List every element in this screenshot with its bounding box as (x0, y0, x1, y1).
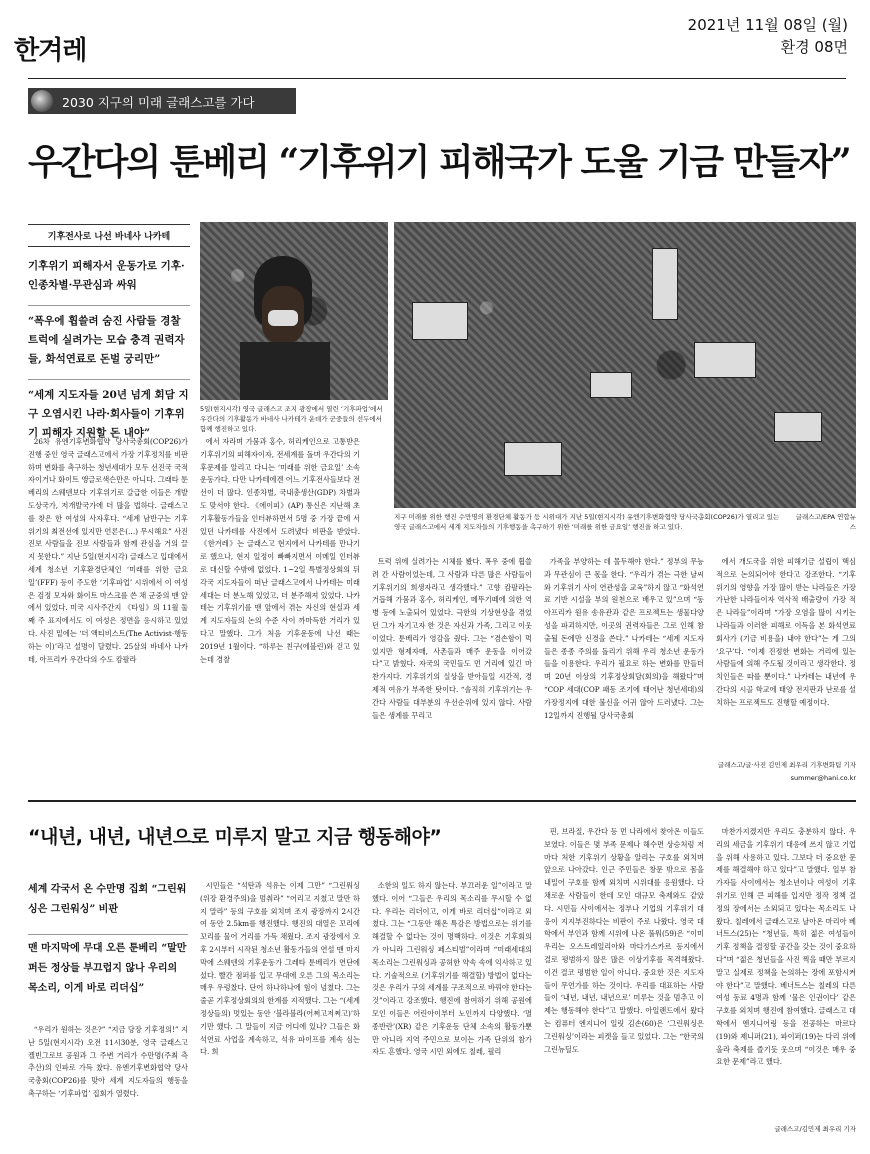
sidebar2-subhead-1: 세계 각국서 온 수만명 집회 “그린워싱은 그린워싱” 비판 (28, 884, 187, 915)
photo2-caption: 지구 미래를 위한 행진 수만명의 환경단체 활동가 등 시위대가 지난 5일(현지시각) 유엔기후변화협약 당사국총회(COP26)가 열리고 있는 영국 글래스고에서 세계 지도자들의 기후행동을 촉구하기 위한 ‘미래를 위한 금요일’ 행진을 하고 있다. (394, 513, 780, 531)
sidebar2-subhead-2: 맨 마지막에 무대 오른 툰베리 “말만 퍼든 정상들 부끄럽지 않나 우리의 목소리, 이게 바로 리더십” (28, 934, 188, 999)
issue-date: 2021년 11월 08일 (월) (687, 16, 848, 34)
subhead-3: “세계 지도자들 20년 넘게 회담 지구 오염시킨 나라·회사들이 기후위기 피해자 지원할 돈 내야” (28, 379, 190, 443)
article1-email: summer@hani.co.kr (790, 774, 856, 782)
article2-byline: 글래스고/김민제 최우리 기자 (774, 1125, 856, 1133)
article1-col5: 에서 개도국을 위한 피해기금 설립이 핵심적으로 논의되어야 한다고 강조한다. “기후위기의 영향을 가장 많이 받는 나라들은 가장 가난한 나라들이자 역사적 배출량이 가장 적은 나라들”이라며 “가장 오염을 많이 시키는 나라들과 이러한 피해로 이득을 본 화석연료 회사가 (기금 비용을) 내야 한다”는 게 그의 ‘요구’다. “이제 진정한 변화는 거리에 있는 사람들에 의해 주도될 것이라고 생각한다. 정치인들은 따를 뿐이다.” 나카테는 내년에 우간다의 시골 학교에 태양 전지판과 난로를 설치하는 프로젝트도 진행할 예정이다. (716, 557, 856, 707)
photo2-credit: 글래스고/EPA 연합뉴스 (795, 513, 856, 531)
article1-col1: 26차 유엔기후변화협약 당사국총회(COP26)가 진행 중인 영국 글래스고에서 가장 기후정치를 비판하며 변화를 촉구하는 청년세대가 모두 선진국 국적자이거나 화이트 앵글로색슨만은 아니다. 그래타 툰베리의 스웨덴보다 기후위기로 갈급한 이들은 개발도상국가, 저개발국가에 더 많을 법하다. 글래스고를 찾은 한 여성의 사자후다. “세계 남반구는 기후위기의 최전선에 있지만 언론은(…) 무시해요” 사진 진보 사람들을 진보 사람들과 함께 관심을 거의 끌지 못한다.” 지난 5일(현지시각) 글래스고 입대에서 세계 청소년 기후환경단체인 ‘미래를 위한 금요일’(FFF) 등이 주도한 ‘기후파업’ 시위에서 이 여성은 검정 모자와 화이트 마스크를 쓴 채 군중의 맨 앞에서 있었다. 미국 시사주간지 《타임》의 11월 둘째 주 표지에서도 이 여성은 정면을 응시하고 있었다. 사진 밑에는 ‘더 액티비스트(The Activist·행동하는 이)’라고 설명이 달렸다. 25살의 바네사 나카테, 아프리카 우간다의 수도 캄팔라 (28, 437, 188, 664)
article2-col2: 시민들은 “석탄과 석유는 이제 그만” “그린워싱(위장 환경주의)을 멈춰라” “어리고 지쳤고 말만 하지 말라” 등의 구호를 외치며 조지 광장까지 2시간여 동안 2.5km를 행진했다. 행진의 대열은 꼬리에 꼬리를 물어 거리를 가득 채웠다. 조지 광장에서 오후 2시부터 시작된 청소년 활동가들의 연설 맨 마지막에 스웨덴의 기후운동가 그레타 툰베리가 연단에 섰다. 빨간 점퍼를 입고 무대에 오른 그의 목소리는 매우 우렁찼다. 단어 하나하나에 힘이 넘쳤다. 그는 줄곧 기후정상회의의 한계를 지적했다. 그는 “(세계 정상들의) 멋있는 동안 ‘블라블라(어쩌고저쩌고)’하기만 했다. 그 말들이 지금 어디에 있나? 그들은 화석연료 사업을 계속하고, 석유 파이프를 계속 심는다. 희 (200, 881, 360, 1057)
subhead-2: “폭우에 휩쓸려 숨진 사람들 경찰 트럭에 실려가는 모습 충격 권력자들, 화석연료로 돈벌 궁리만” (28, 305, 190, 369)
section-page: 환경 08면 (780, 38, 848, 56)
masthead-rule (28, 78, 846, 79)
globe-icon (31, 90, 53, 112)
sidebar-subheads (28, 224, 190, 443)
headline-2: “내년, 내년, 내년으로 미루지 말고 지금 행동해야” (28, 826, 442, 848)
kicker: 기후전사로 나선 바네사 나카테 (28, 224, 190, 247)
series-banner (28, 88, 296, 114)
article1-col2: 에서 자라며 가뭄과 홍수, 허리케인으로 고통받은 기후위기의 피해자이자, 전세계를 돌며 우간다의 기후문제를 알리고 다니는 ‘미래를 위한 금요일’ 소속 운동가다. 다만 나카테에겐 어느 기후전사들보다 전선이 더 많다. 인종차별, 국내총생산(GDP) 차별과도 맞서야 한다. 《에이피》(AP) 통신은 지난해 초 기후활동가들을 인터뷰하면서 5명 중 가장 끝에 서 있던 나카테를 사진에서 도려냈다 비판을 받았다. 《한겨레》는 글래스고 현지에서 나카테를 만나기로 했으나, 현지 일정이 빠빠지면서 이메일 인터뷰로 대신할 수밖에 없었다. 1~2일 특별정상회의 뒤 각국 지도자들이 떠난 글래스고에서 나카테는 미래세대는 더 분노해 있었고, 더 분주해져 있었다. 나카테는 기후위기를 맨 앞에서 겪는 자신의 현실과 세계 지도자들의 논의 수준 사이 까마득한 거리가 있다고 말했다. 그가 처음 기후운동에 나선 때는 2019년 1월이다. “하루는 친구(에블린)와 걷고 있는데 경찰 (200, 437, 360, 664)
article2-col5: 마찬가지겠지만 우리도 충분하지 않다. 우리의 세금을 기후위기 대응에 쓰지 않고 기업을 위해 사용하고 있다. 그보다 더 중요한 문제를 해결해야 하고 있다”고 말했다. 일부 참가자들 사이에서는 청소년이나 여성이 기후위기로 인해 큰 피해를 입지만 정작 정책 결정의 장에서는 소외되고 있다는 목소리도 나왔다. 칠레에서 글래스고로 날아온 마리아 베너트스(25)는 “청년들, 특히 젊은 여성들이 기후 정책을 결정할 공간을 갖는 것이 중요하다”며 “젊은 청년들을 사진 찍을 때만 부르지 말고 실제로 정책을 논의하는 장에 포함시켜야 한다”고 말했다. 베너트스는 칠레의 다른 여성 동료 4명과 함께 ‘물은 인권이다’ 같은 구호를 외치며 행진에 참여했다. 글래스고 대학에서 엔지니어링 등을 전공하는 마르다(19)와 제니퍼(21), 파이퍼(19)는 다리 위에 올라 축제를 즐기듯 웃으며 “이것은 매우 중요한 문제”라고 했다. (716, 827, 856, 1067)
article2-col3: 소한의 일도 하지 않는다. 부끄러운 일”이라고 말했다. 이어 “그들은 우리의 목소리를 무시할 수 없다. 우리는 리더이고, 이게 바로 리더십”이라고 외쳤다. 그는 “그동안 해온 특감은 방법으로는 위기를 해결할 수 없다는 것이 명백하다. 이것은 기후회의가 아니라 그린워싱 페스티벌”이라며 “미래세대의 목소리는 그린워싱과 공허한 약속 속에 익사하고 있다. 기술적으로 (기후위기를 해결할) 방법이 없다는 것은 우리가 구의 세계를 구조적으로 바꿔야 한다는 것”이라고 강조했다. 행진에 참여하기 위해 공원에 모인 이들은 어린아이부터 노인까지 다양했다. ‘멸종반란’(XR) 같은 기후운동 단체 소속의 활동가뿐만 아니라 지역 주민으로 보이는 가족 단위의 참가자도 흔했다. 영국 시민 외에도 칠레, 필리 (372, 881, 532, 1057)
article2-col1: “우리가 원하는 것은?” “지금 당장 기후정의!” 지난 5일(현지시각) 오전 11시30분, 영국 글래스고 켈빈그로브 공원과 그 주변 거리가 수만명(주최 측 추산)의 인파로 가득 찼다. 유엔기후변화협약 당사국총회(COP26)를 맞아 세계 지도자들의 행동을 촉구하는 ‘기후파업’ 집회가 열렸다. (28, 1025, 188, 1098)
photo1-caption: 5일(현지시각) 영국 글래스고 조지 광장에서 열린 ‘기후파업’에서 우간다의 기후활동가 바네사 나카테가 운데가 군중들의 선두에서 함께 행진하고 있다. (200, 405, 383, 433)
section-divider (28, 800, 856, 802)
article2-col4: 핀, 브라질, 우간다 등 먼 나라에서 찾아온 이들도 보였다. 이들은 몇 부족 문제나 해수면 상승처럼 저마다 처한 기후위기 상황을 알리는 구호를 외치며 앞으로 나아갔다. 인근 주민들은 창문 밖으로 몸을 내밀어 구호를 함께 외치며 시위대를 응원했다. 다채로운 사람들이 한데 모인 대규모 축제와도 같았다. 시민들 사이에서는 정부나 기업의 기후위기 대응이 지지부진하다는 비판이 주로 나왔다. 영국 대학에서 부인과 함께 시위에 나온 풀워(59)은 “이미 우리는 오스트레일리아와 마다가스카르 등지에서 결로 평범하지 않은 많은 이상기후를 목격해왔다. 이건 결코 평범한 일이 아니다. 중요한 것은 지도자들이 무언가를 하는 것이다. 우리를 대표하는 사람들이 ‘내년, 내년, 내년으로’ 미루는 것을 멈추고 이제는 행동해야 한다”고 말했다. 아일랜드에서 왔다는 컴퓨터 엔지니어 일릿 김손(60)은 ‘그린워싱은 그린워싱’이라는 피켓을 들고 있었다. 그는 “한국의 그린뉴딜도 (544, 827, 704, 1054)
photo-nakate (200, 222, 388, 400)
article1-col3: 트럭 위에 실려가는 시체를 봤다. 폭우 중에 휩쓸려 간 사람이었는데, 그 사람과 다른 많은 사람들이 기후위기의 희생자라고 생각했다.” 고향 캄팔라는 거듭해 가뭄과 홍수, 허리케인, 메뚜기떼에 의한 역병 등에 노출되어 있었다. 극한의 기상현상을 겪었던 그가 자기고자 한 것은 자신과 가족, 그리고 이웃이었다. 툰베리가 영감을 줬다. 그는 “겸손함이 먹었지만 형제자매, 사촌들과 매주 운동을 이어갔다”고 밝혔다. 자국의 국민들도 먼 거리에 있긴 마찬가지다. 기후위기의 실상을 받아들일 시간적, 경제적 여유가 부족한 탓이다. “솔직히 기후위기는 우간다 사람들 대부분의 우선순위에 있지 않다. 사람들은 생계를 꾸리고 (372, 557, 532, 720)
masthead-logo: 한겨레 (14, 36, 87, 66)
article1-byline: 글래스고/글·사진 김민제 최우리 기후변화팀 기자 (717, 761, 856, 769)
article1-col4: 가족을 부양하는 데 몰두해야 한다.” 정부의 무능과 무관심이 큰 몫을 한다. “우리가 겪는 극한 날씨와 기후위기 사이 연관성을 교육”하지 않고 “화석연료 기반 시설을 부의 원천으로 배우고 있”으며 “동아프리카 원유 송유관과 같은 프로젝트는 생물다양성을 파괴하지만, 이곳의 권력자들은 그로 인해 참출될 돈에만 신경을 쓴다.” 나카테는 “세계 지도자들은 종종 주의를 돌리기 위해 우리 청소년 운동가들을 이용한다. 우리가 필요로 하는 변화를 만들더며 20년 이상의 기후정상회담(회의)을 해왔다”며 “COP 세대(COP 패동 조기에 태어난 청년세대)의 가장정지에 대한 불신을 어귀 않아 드러냈다. 그는 12일까지 진행될 당사국총회 (544, 557, 704, 720)
main-headline: 우간다의 툰베리 “기후위기 피해국가 도울 기금 만들자” (28, 141, 850, 183)
photo-march-crowd (394, 222, 856, 508)
subhead-1: 기후위기 피해자서 운동가로 기후·인종차별·무관심과 싸워 (28, 260, 185, 291)
dateline (688, 14, 848, 58)
series-label: 2030 지구의 미래 글래스고를 가다 (62, 95, 255, 110)
